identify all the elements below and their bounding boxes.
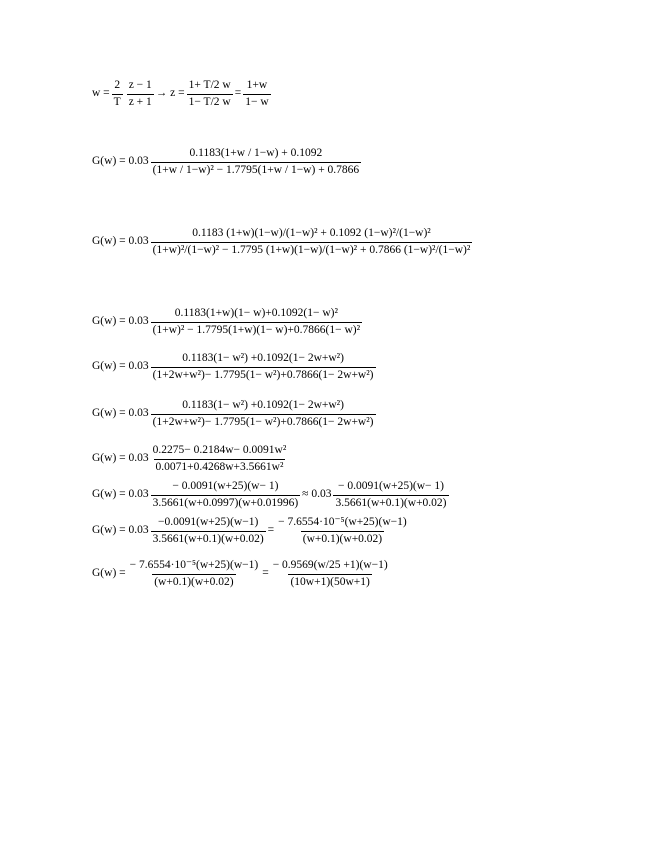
eq-lhs: G(w) = 0.03 <box>92 315 149 328</box>
eq-lhs: G(w) = 0.03 <box>92 235 149 248</box>
fraction: $\frac{\text{0.2275− 0.2184w− 0.0091w²}}{\text{0.0071+0.4268w+3.5661w²}}$ <box>152 444 287 473</box>
eq-lhs: G(w) = 0.03 <box>92 452 149 465</box>
fraction: $\frac{2}{T}$ <box>113 79 121 108</box>
fraction: $\frac{z - 1}{z + 1}$ <box>128 79 152 108</box>
equation-bilinear-transform <box>92 80 273 108</box>
eq-lhs: G(w) = <box>92 567 126 580</box>
equation-4 <box>92 308 364 336</box>
equation-9 <box>92 517 411 545</box>
fraction: $\frac{\text{0.1183(1− w²) +0.1092(1− 2w+w²)}}{\text{(1+2w+w²)− 1.7795(1− w²)+0.7866(1− 2w+w²)}}$ <box>152 399 374 428</box>
fraction: $\frac{- 0.0091(w+25)(w- 1)}{3.5661(w+0.1)(w+0.02)}$ <box>335 480 447 509</box>
fraction: $\frac{0.1183(1+w / 1-w) + 0.1092}{\text{(1+w / 1−w)² − 1.7795(1+w / 1−w) + 0.7866}}$ <box>152 147 360 176</box>
fraction: $\frac{-0.0091(w+25)(w-1)}{3.5661(w+0.1)(w+0.02)}$ <box>152 516 264 545</box>
fraction: $\frac{\text{− 7.6554·10⁻⁵(w+25)(w−1)}}{(w+0.1)(w+0.02)}$ <box>129 559 259 588</box>
equation-5 <box>92 353 378 381</box>
equation-7 <box>92 445 290 473</box>
equals: = <box>262 567 269 580</box>
eq-lhs: G(w) = 0.03 <box>92 360 149 373</box>
eq-lhs: G(w) = 0.03 <box>92 407 149 420</box>
equals: = <box>267 524 275 537</box>
equation-3 <box>92 228 474 256</box>
fraction: $\frac{1+w}{1- w}$ <box>245 79 269 108</box>
fraction: $\frac{\text{0.1183(1− w²) +0.1092(1− 2w+w²)}}{\text{(1+2w+w²)− 1.7795(1− w²)+0.7866(1− 2w+w²)}}$ <box>152 352 374 381</box>
eq-lhs: G(w) = 0.03 <box>92 488 149 501</box>
fraction: $\frac{\text{− 7.6554·10⁻⁵(w+25)(w−1)}}{(w+0.1)(w+0.02)}$ <box>278 516 407 545</box>
fraction: $\frac{1+ T/2 w}{1- T/2 w}$ <box>188 79 231 108</box>
equation-6 <box>92 400 378 428</box>
eq-lhs: G(w) = 0.03 <box>92 155 149 168</box>
fraction: 0.1183 (1+w)(1−w)/(1−w)² + 0.1092 (1−w)²/(1−w)² (1+w)²/(1−w)² − 1.7795 (1+w)(1−w)/(1−w)² + 0.7866 (1−w)²/(1−w)² <box>152 227 471 256</box>
arrow: → z = <box>155 87 185 100</box>
eq-lhs: w = <box>92 87 110 100</box>
equation-10 <box>92 560 392 588</box>
eq-lhs: G(w) = 0.03 <box>92 524 149 537</box>
equation-2 <box>92 148 363 176</box>
approx: ≈ 0.03 <box>302 488 332 501</box>
equals: = <box>234 87 242 100</box>
equation-8 <box>92 481 451 509</box>
fraction: $\frac{- 0.9569(w/25 +1)(w-1)}{(10w+1)(50w+1)}$ <box>272 559 388 588</box>
fraction: $\frac{\text{0.1183(1+w)(1− w)+0.1092(1− w)²}}{\text{(1+w)² − 1.7795(1+w)(1− w)+0.7866(1− w)²}}$ <box>152 307 361 336</box>
fraction: $\frac{- 0.0091(w+25)(w- 1)}{3.5661(w+0.0997)(w+0.01996)}$ <box>152 480 299 509</box>
